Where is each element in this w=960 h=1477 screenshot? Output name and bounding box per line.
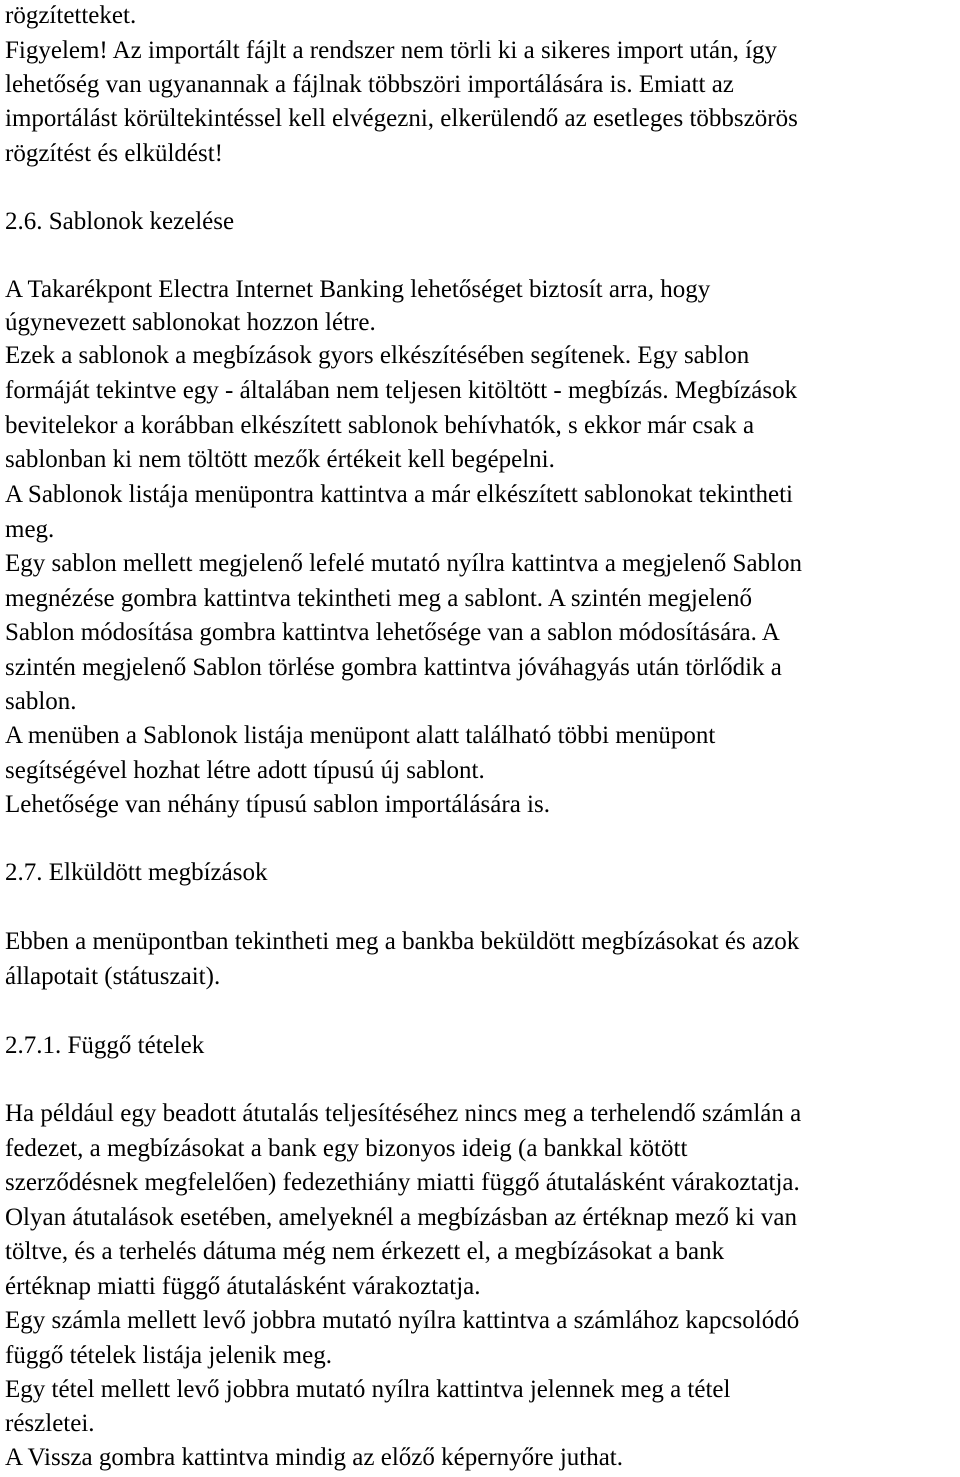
text-line: Olyan átutalások esetében, amelyeknél a megbízásban az értéknap mező ki van — [5, 1204, 798, 1231]
text-line: úgynevezett sablonokat hozzon létre. — [5, 309, 376, 336]
text-line: szintén megjelenő Sablon törlése gombra kattintva jóváhagyás után törlődik a — [5, 654, 782, 681]
text-line: Egy sablon mellett megjelenő lefelé mutató nyílra kattintva a megjelenő Sablon — [5, 550, 802, 577]
text-line: állapotait (státuszait). — [5, 963, 221, 990]
text-line: A Takarékpont Electra Internet Banking lehetőséget biztosít arra, hogy — [5, 276, 711, 303]
text-line: sablonban ki nem töltött mezők értékeit kell begépelni. — [5, 446, 555, 473]
text-line: formáját tekintve egy - általában nem teljesen kitöltött - megbízás. Megbízások — [5, 377, 798, 404]
text-line: Egy tétel mellett levő jobbra mutató nyílra kattintva jelennek meg a tétel — [5, 1376, 731, 1403]
text-line: függő tételek listája jelenik meg. — [5, 1342, 332, 1369]
text-line: megnézése gombra kattintva tekintheti meg a sablont. A szintén megjelenő — [5, 585, 753, 612]
text-line: A menüben a Sablonok listája menüpont alatt található többi menüpont — [5, 722, 716, 749]
text-line: segítségével hozhat létre adott típusú új sablont. — [5, 757, 485, 784]
text-line: Figyelem! Az importált fájlt a rendszer nem törli ki a sikeres import után, így — [5, 37, 778, 64]
text-line: bevitelekor a korábban elkészített sablonok behívhatók, s ekkor már csak a — [5, 412, 755, 439]
text-line: Egy számla mellett levő jobbra mutató nyílra kattintva a számlához kapcsolódó — [5, 1307, 800, 1334]
text-line: A Vissza gombra kattintva mindig az előző képernyőre juthat. — [5, 1444, 624, 1471]
section-heading: 2.6. Sablonok kezelése — [5, 208, 235, 235]
text-line: értéknap miatti függő átutalásként várakoztatja. — [5, 1273, 481, 1300]
text-line: importálást körültekintéssel kell elvégezni, elkerülendő az esetleges többszörös — [5, 105, 798, 132]
text-line: Sablon módosítása gombra kattintva lehetősége van a sablon módosítására. A — [5, 619, 780, 646]
section-heading: 2.7.1. Függő tételek — [5, 1032, 205, 1059]
text-line: A Sablonok listája menüpontra kattintva a már elkészített sablonokat tekintheti — [5, 481, 794, 508]
text-line: töltve, és a terhelés dátuma még nem érkezett el, a megbízásokat a bank — [5, 1238, 725, 1265]
text-line: szerződésnek megfelelően) fedezethiány miatti függő átutalásként várakoztatja. — [5, 1169, 800, 1196]
text-line: Ha például egy beadott átutalás teljesítéséhez nincs meg a terhelendő számlán a — [5, 1100, 802, 1127]
text-line: fedezet, a megbízásokat a bank egy bizonyos ideig (a bankkal kötött — [5, 1135, 688, 1162]
text-line: Ebben a menüpontban tekintheti meg a bankba beküldött megbízásokat és azok — [5, 928, 800, 955]
text-line: részletei. — [5, 1410, 95, 1437]
text-line: lehetőség van ugyanannak a fájlnak többszöri importálására is. Emiatt az — [5, 71, 734, 98]
text-line: rögzítetteket. — [5, 2, 137, 29]
text-line: meg. — [5, 516, 55, 543]
text-line: Lehetősége van néhány típusú sablon importálására is. — [5, 791, 550, 818]
text-line: Ezek a sablonok a megbízások gyors elkészítésében segítenek. Egy sablon — [5, 342, 750, 369]
text-line: rögzítést és elküldést! — [5, 140, 223, 167]
text-line: sablon. — [5, 688, 77, 715]
section-heading: 2.7. Elküldött megbízások — [5, 859, 268, 886]
